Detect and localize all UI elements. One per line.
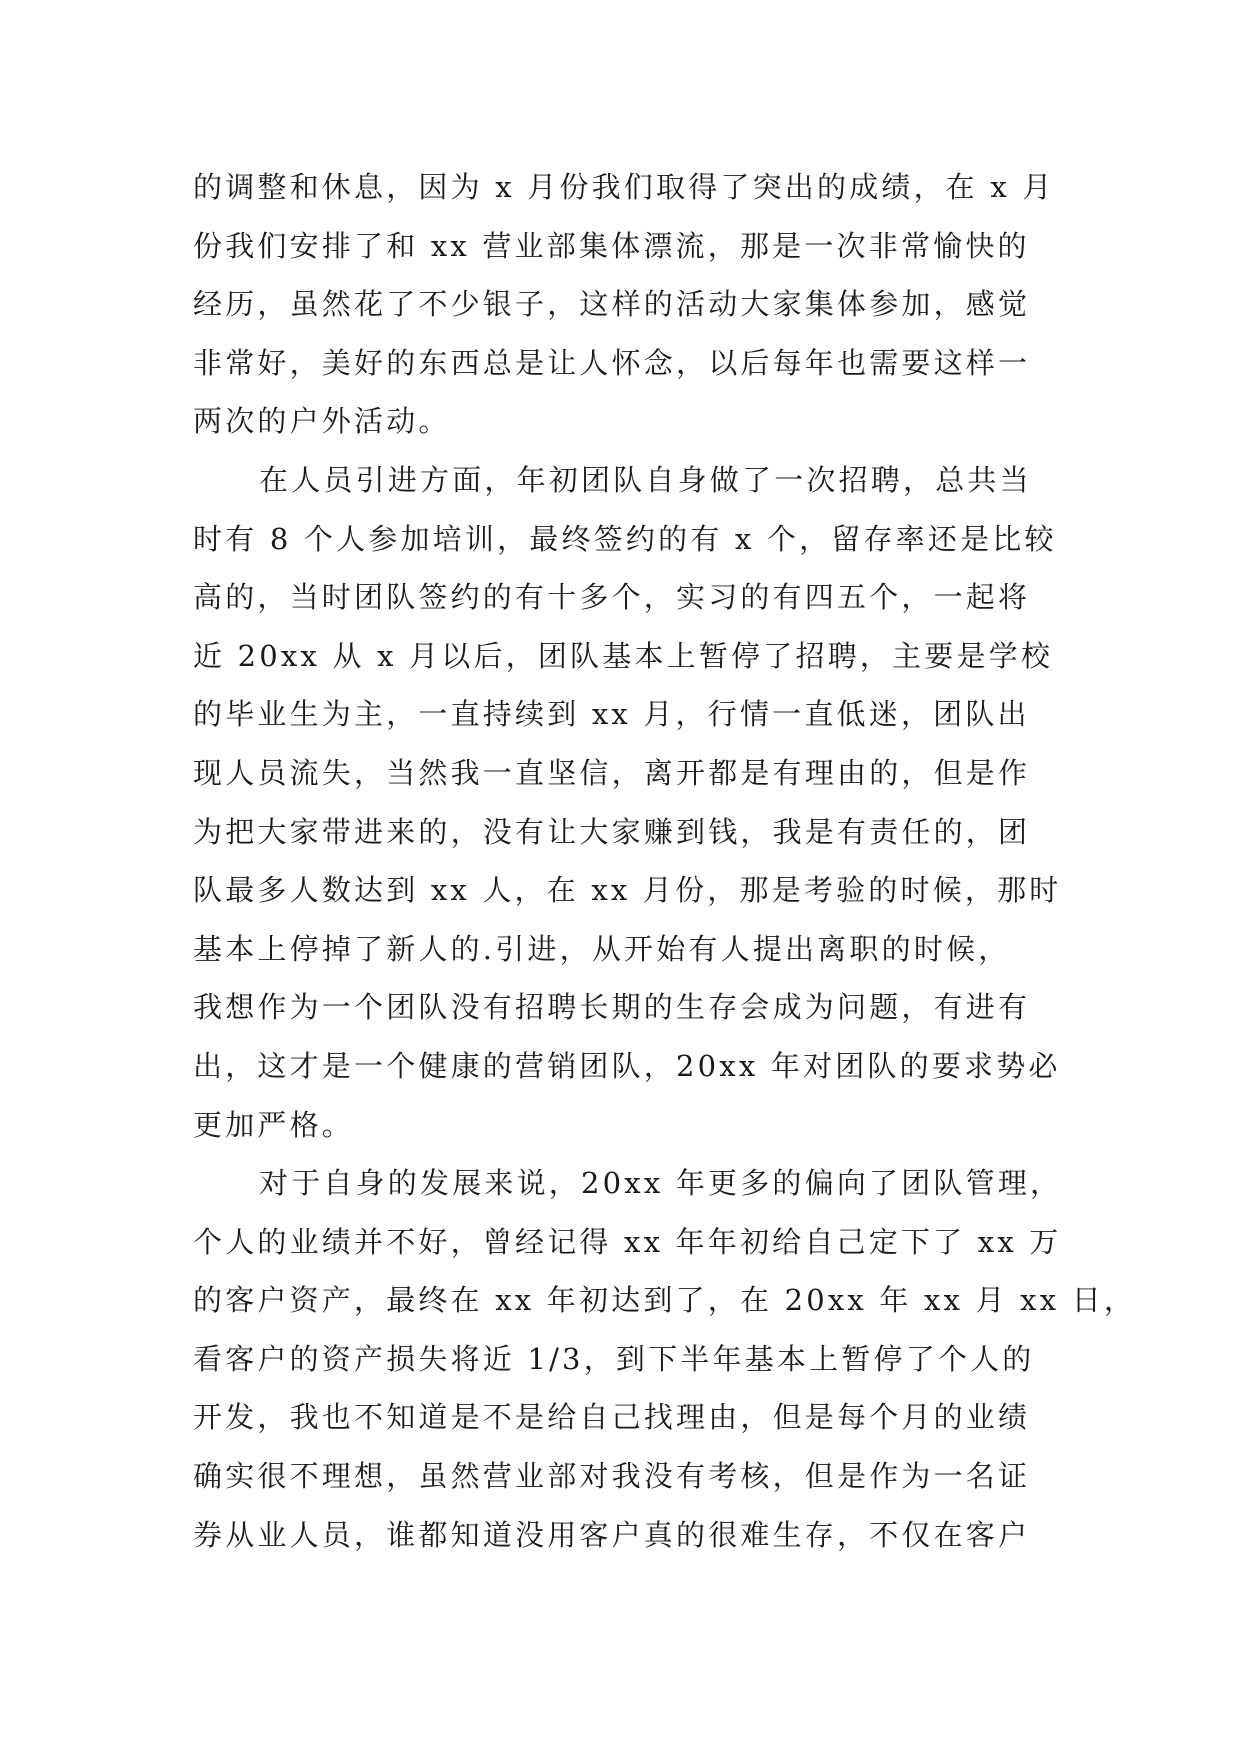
text-line: 时有 8 个人参加培训，最终签约的有 x 个，留存率还是比较 bbox=[193, 521, 1057, 556]
text-line: 为把大家带进来的，没有让大家赚到钱，我是有责任的，团 bbox=[193, 814, 1031, 849]
text-line: 对于自身的发展来说，20xx 年更多的偏向了团队管理， bbox=[259, 1166, 1063, 1201]
text-line: 份我们安排了和 xx 营业部集体漂流，那是一次非常愉快的 bbox=[193, 228, 1030, 263]
paragraph-2 bbox=[193, 451, 1062, 1154]
text-line: 两次的户外活动。 bbox=[193, 404, 451, 439]
text-line: 出，这才是一个健康的营销团队，20xx 年对团队的要求势必 bbox=[193, 1048, 1061, 1083]
text-line: 的调整和休息，因为 x 月份我们取得了突出的成绩，在 x 月 bbox=[193, 170, 1055, 204]
paragraph-1 bbox=[193, 158, 1053, 451]
text-line: 在人员引进方面，年初团队自身做了一次招聘，总共当 bbox=[259, 462, 1032, 497]
paragraph-3 bbox=[193, 1154, 1137, 1564]
text-line: 确实很不理想，虽然营业部对我没有考核，但是作为一名证 bbox=[193, 1459, 1031, 1494]
text-line: 券从业人员，谁都知道没用客户真的很难生存，不仅在客户 bbox=[193, 1517, 1031, 1552]
text-line: 更加严格。 bbox=[193, 1107, 355, 1142]
text-line: 开发，我也不知道是不是给自己找理由，但是每个月的业绩 bbox=[193, 1400, 1031, 1435]
text-line: 队最多人数达到 xx 人，在 xx 月份，那是考验的时候，那时 bbox=[193, 873, 1062, 908]
text-line: 近 20xx 从 x 月以后，团队基本上暂停了招聘，主要是学校 bbox=[193, 638, 1054, 673]
text-line: 个人的业绩并不好，曾经记得 xx 年年初给自己定下了 xx 万 bbox=[193, 1224, 1062, 1259]
text-line: 高的，当时团队签约的有十多个，实习的有四五个，一起将 bbox=[193, 580, 1031, 615]
text-line: 经历，虽然花了不少银子，这样的活动大家集体参加，感觉 bbox=[193, 287, 1031, 322]
text-line: 的毕业生为主，一直持续到 xx 月，行情一直低迷，团队出 bbox=[193, 697, 1030, 732]
text-line: 基本上停掉了新人的.引进，从开始有人提出离职的时候， bbox=[193, 931, 1011, 966]
text-line: 我想作为一个团队没有招聘长期的生存会成为问题，有进有 bbox=[193, 990, 1031, 1025]
text-line: 的客户资产，最终在 xx 年初达到了，在 20xx 年 xx 月 xx 日， bbox=[193, 1283, 1137, 1318]
text-line: 看客户的资产损失将近 1/3，到下半年基本上暂停了个人的 bbox=[193, 1341, 1035, 1376]
text-line: 非常好，美好的东西总是让人怀念，以后每年也需要这样一 bbox=[193, 345, 1031, 380]
body-text bbox=[193, 158, 1137, 1564]
text-line: 现人员流失，当然我一直坚信，离开都是有理由的，但是作 bbox=[193, 755, 1031, 790]
